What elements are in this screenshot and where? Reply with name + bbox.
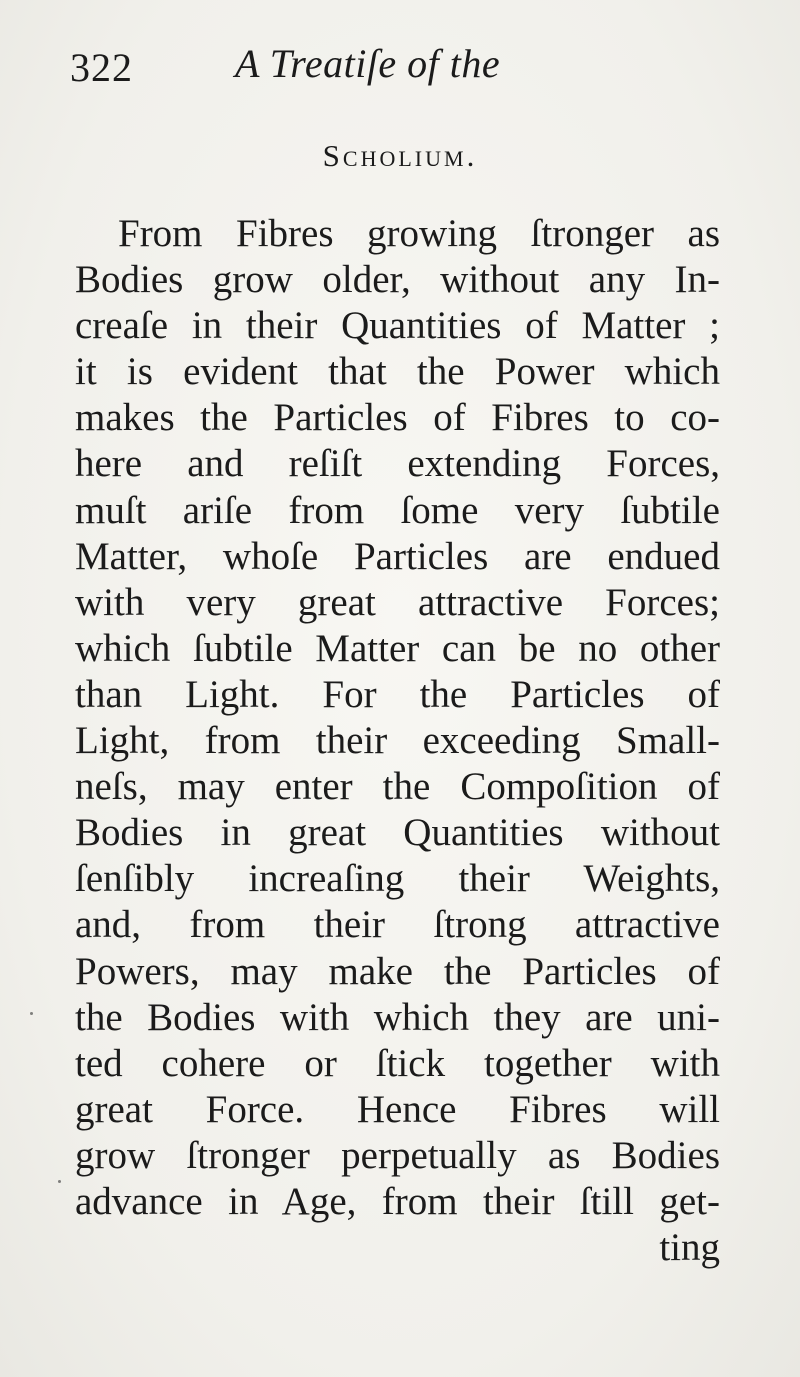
running-head: [70, 40, 730, 90]
page-number: 322: [70, 45, 133, 90]
paper-speck: [58, 1180, 61, 1183]
text-line: makes the Particles of Fibres to co-: [75, 396, 720, 440]
text-line: Matter, whoſe Particles are endued: [75, 534, 720, 578]
text-line: Powers, may make the Particles of: [75, 949, 720, 993]
running-title: A Treatiſe of the: [235, 41, 501, 86]
text-line: neſs, may enter the Compoſition of: [75, 765, 720, 809]
paper-speck: [30, 1012, 33, 1015]
text-line: with very great attractive Forces;: [75, 580, 720, 624]
text-line: it is evident that the Power which: [75, 350, 720, 394]
catchword: ting: [659, 1226, 720, 1270]
text-line: and, from their ſtrong attractive: [75, 903, 720, 947]
text-line: ted cohere or ſtick together with: [75, 1041, 720, 1085]
section-heading: Scholium.: [322, 138, 478, 173]
text-line: creaſe in their Quantities of Matter ;: [75, 304, 720, 348]
text-line: muſt ariſe from ſome very ſubtile: [75, 488, 720, 532]
text-line: great Force. Hence Fibres will: [75, 1087, 720, 1131]
text-line: the Bodies with which they are uni-: [75, 995, 720, 1039]
text-line: From Fibres growing ſtronger as: [118, 212, 720, 255]
text-line: ſenſibly increaſing their Weights,: [75, 857, 720, 901]
text-line: grow ſtronger perpetually as Bodies: [75, 1133, 720, 1177]
text-line: Bodies grow older, without any In-: [75, 258, 720, 302]
text-line: than Light. For the Particles of: [75, 672, 720, 716]
text-line: advance in Age, from their ſtill get-: [75, 1179, 720, 1223]
text-line: here and reſiſt extending Forces,: [75, 442, 720, 486]
text-line: Light, from their exceeding Small-: [75, 719, 720, 763]
text-line: Bodies in great Quantities without: [75, 811, 720, 855]
body-text: [75, 211, 720, 1271]
text-line: which ſubtile Matter can be no other: [75, 626, 720, 670]
